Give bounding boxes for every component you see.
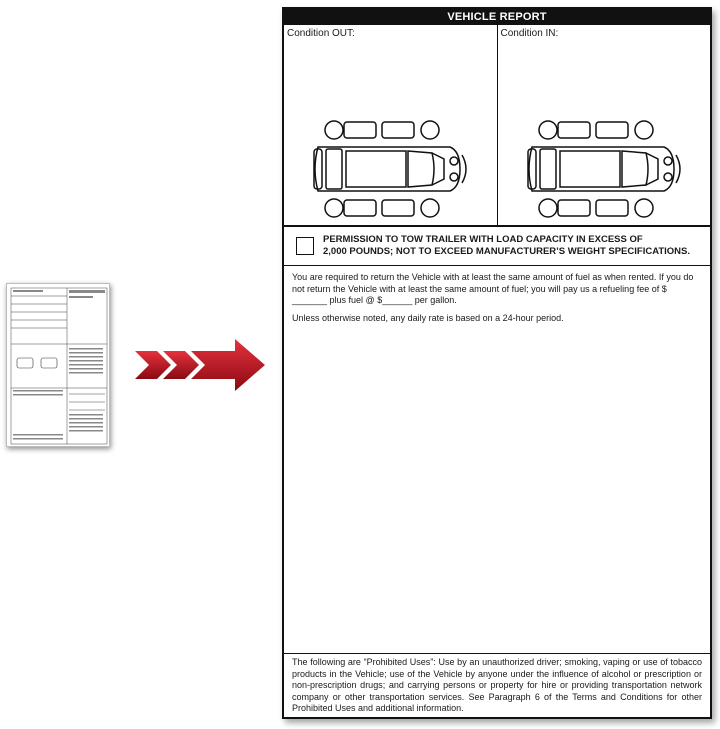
form-thumbnail-drawing <box>7 284 110 447</box>
tow-permission-checkbox[interactable] <box>296 237 314 255</box>
prohibited-uses-paragraph: The following are “Prohibited Uses”: Use by an unauthorized driver; smoking, vaping or use of tobacco products in the Vehicle; use of the Vehicle by anyone under the influence of alcohol or prescription or non-prescription drugs; and carrying persons or property for hire or providing transportation network company or other transportation services. See Paragraph 6 of the Terms and Conditions for other Prohibited Uses and additional information. <box>292 657 702 713</box>
fuel-terms-section <box>284 266 710 654</box>
fuel-paragraph: You are required to return the Vehicle with at least the same amount of fuel as when rented. If you do not return the Vehicle with at least the same amount of fuel; you will pay us a refueling fee of $ _______ plus fuel @ $______ per gallon. <box>292 272 694 305</box>
daily-rate-note: Unless otherwise noted, any daily rate is based on a 24-hour period. <box>292 312 564 323</box>
car-top-view-diagram-icon <box>524 119 684 224</box>
condition-in-panel <box>497 25 711 225</box>
condition-in-label: Condition IN: <box>500 28 559 39</box>
triple-chevron-arrow-icon <box>130 335 270 395</box>
car-top-view-diagram-icon <box>310 119 470 224</box>
report-title: VEHICLE REPORT <box>284 9 710 25</box>
tow-permission-line1: PERMISSION TO TOW TRAILER WITH LOAD CAPACITY IN EXCESS OF <box>323 234 643 245</box>
condition-out-label: Condition OUT: <box>287 28 355 39</box>
form-thumbnail <box>6 283 110 447</box>
tow-permission-row <box>284 227 710 266</box>
condition-section <box>284 25 710 227</box>
vehicle-report-form <box>282 7 712 719</box>
tow-permission-text <box>323 234 690 258</box>
tow-permission-line2: 2,000 POUNDS; NOT TO EXCEED MANUFACTURER’S WEIGHT SPECIFICATIONS. <box>323 246 691 257</box>
condition-out-panel <box>284 25 497 225</box>
